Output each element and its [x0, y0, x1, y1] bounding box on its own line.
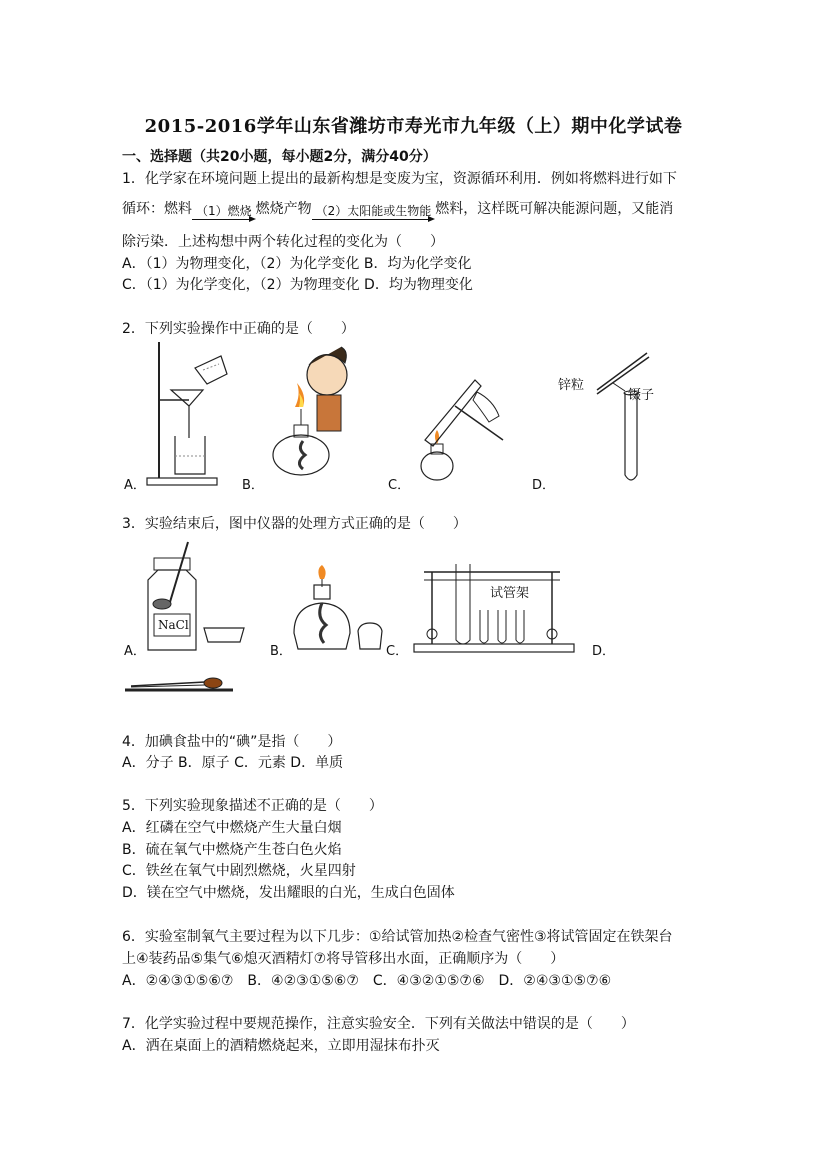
zinc-label: 锌粒 [558, 378, 585, 393]
q1-line2-start: 循环：燃料 [122, 201, 192, 217]
q6-options: A．②④③①⑤⑥⑦ B．④②③①⑤⑥⑦ C．④③②①⑤⑦⑥ D．②④③①⑤⑦⑥ [122, 973, 612, 989]
q3-label-c: C． [386, 644, 409, 659]
q2-label-c: C． [388, 478, 411, 493]
q1-arrow-1 [192, 205, 256, 223]
q1-arrow-2 [312, 205, 436, 223]
q1-line2 [122, 200, 673, 223]
q4-options: A．分子 B．原子 C．元素 D．单质 [122, 755, 344, 771]
q1-arrow-2-label: （2）太阳能或生物能 [315, 204, 432, 218]
section-heading: 一、选择题（共20小题，每小题2分，满分40分） [122, 149, 437, 165]
q5-option-b: B．硫在氧气中燃烧产生苍白色火焰 [122, 842, 342, 858]
q2-stem: 2．下列实验操作中正确的是（ ） [122, 321, 355, 337]
q5-stem: 5．下列实验现象描述不正确的是（ ） [122, 798, 383, 814]
q5-option-c: C．铁丝在氧气中剧烈燃烧，火星四射 [122, 863, 356, 879]
q1-option-a: A．（1）为物理变化，（2）为化学变化 B．均为化学变化 [122, 256, 472, 272]
filtration-apparatus-image [145, 340, 230, 490]
rack-label: 试管架 [490, 586, 530, 601]
test-tube-rack-image [410, 560, 580, 655]
q1-line3: 除污染．上述构想中两个转化过程的变化为（ ） [122, 234, 444, 250]
nacl-label: NaCl [158, 618, 189, 632]
dropper-on-table-image [125, 672, 235, 694]
zinc-into-test-tube-image [595, 345, 665, 490]
tweezers-label: 镊子 [628, 388, 655, 403]
q3-label-a: A． [124, 644, 146, 659]
q1-option-c: C．（1）为化学变化，（2）为物理变化 D．均为物理变化 [122, 277, 473, 293]
q7-stem: 7．化学实验过程中要规范操作，注意实验安全．下列有关做法中错误的是（ ） [122, 1016, 635, 1032]
right-arrow-icon [312, 217, 436, 223]
q1-line2-mid: 燃烧产物 [255, 201, 312, 217]
page-title: 2015-2016学年山东省潍坊市寿光市九年级（上）期中化学试卷 [144, 116, 683, 137]
q3-stem: 3．实验结束后，图中仪器的处理方式正确的是（ ） [122, 516, 467, 532]
q2-label-a: A． [124, 478, 146, 493]
q4-stem: 4．加碘食盐中的“碘”是指（ ） [122, 734, 342, 750]
q2-label-d: D． [532, 478, 556, 493]
reagent-bottle-with-spoon-image [140, 540, 270, 655]
q1-line1: 1．化学家在环境问题上提出的最新构想是变废为宝，资源循环利用．例如将燃料进行如下 [122, 171, 677, 187]
q5-option-a: A．红磷在空气中燃烧产生大量白烟 [122, 820, 342, 836]
q3-label-b: B． [270, 644, 292, 659]
q6-line1: 6．实验室制氧气主要过程为以下几步：①给试管加热②检查气密性③将试管固定在铁架台 [122, 929, 673, 945]
q5-option-d: D．镁在空气中燃烧，发出耀眼的白光，生成白色固体 [122, 885, 455, 901]
heating-test-tube-image [415, 370, 515, 490]
q1-arrow-1-label: （1）燃烧 [196, 204, 252, 218]
right-arrow-icon [192, 217, 256, 223]
alcohol-lamp-image [290, 565, 390, 660]
q6-line2: 上④装药品⑤集气⑥熄灭酒精灯⑦将导管移出水面，正确顺序为（ ） [122, 951, 565, 967]
q7-option-a: A．洒在桌面上的酒精燃烧起来，立即用湿抹布扑灭 [122, 1038, 440, 1054]
q2-label-b: B． [242, 478, 264, 493]
blowing-out-lamp-image [265, 345, 360, 490]
q1-line2-end: 燃料，这样既可解决能源问题，又能消 [435, 201, 674, 217]
q3-label-d: D． [592, 644, 616, 659]
